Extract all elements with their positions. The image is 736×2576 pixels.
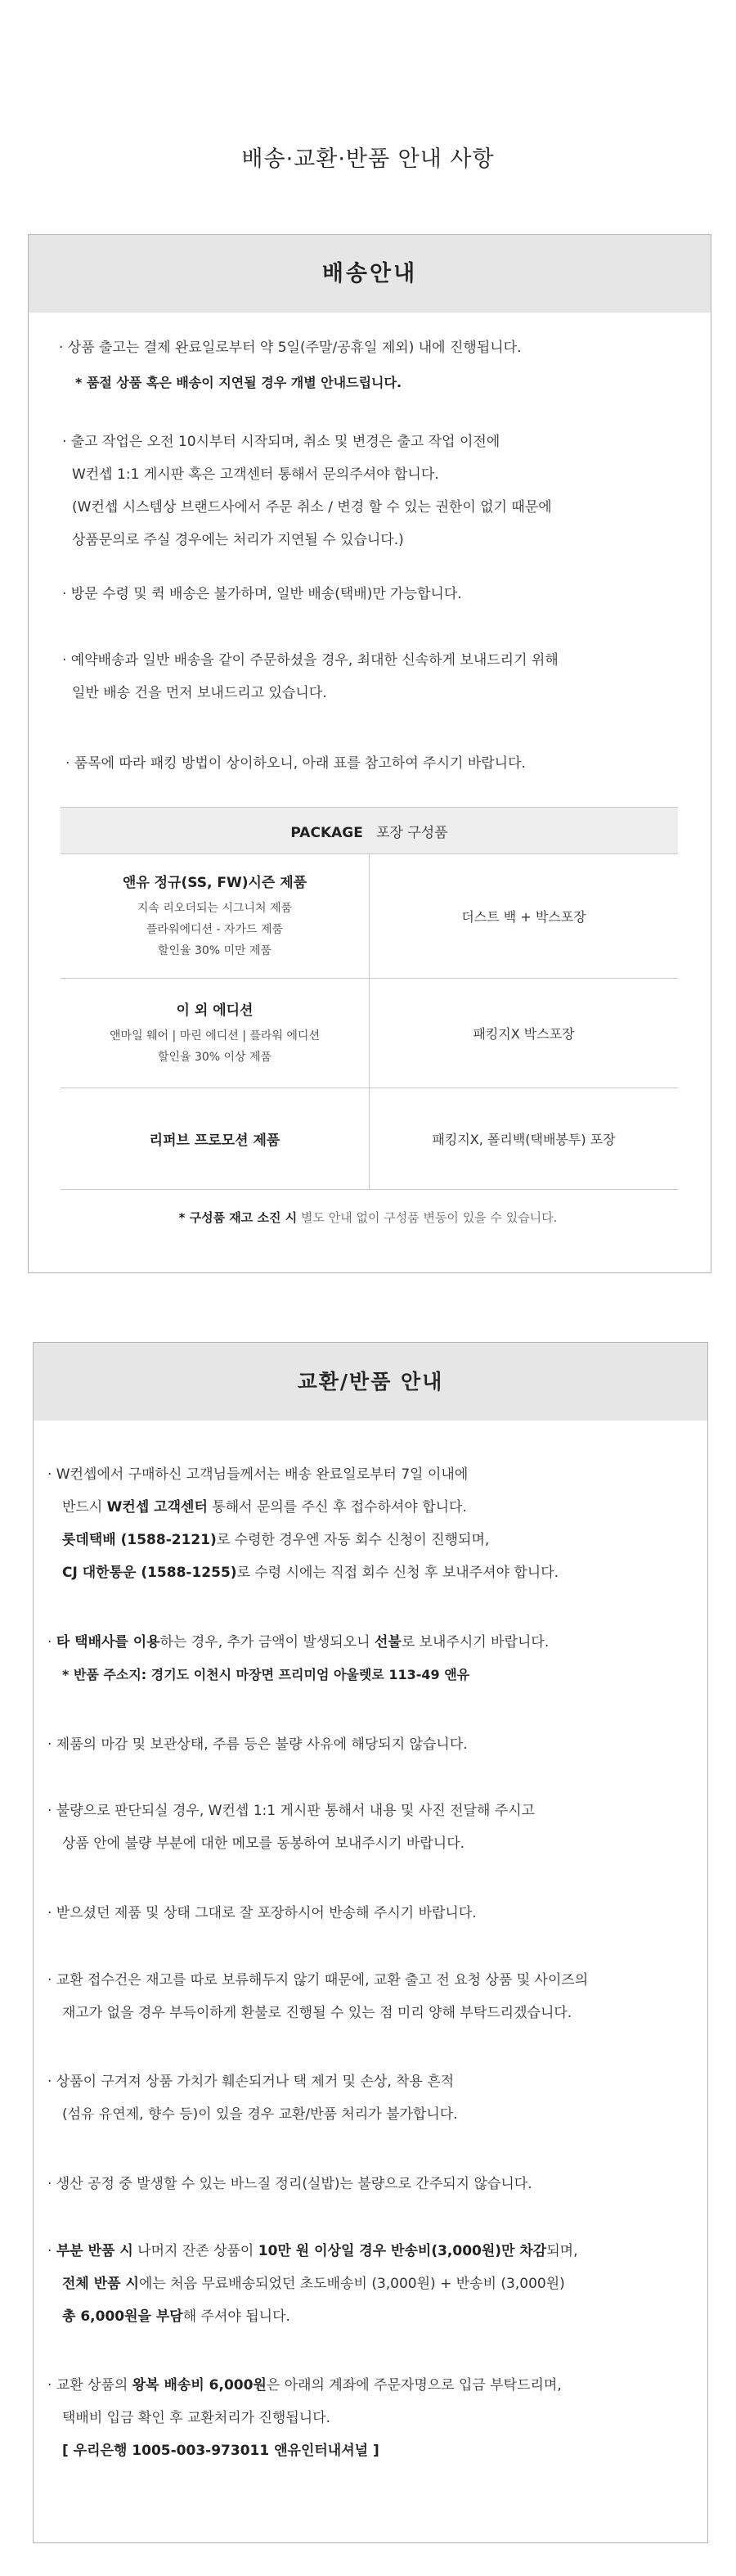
- header-ko: 포장 구성품: [376, 824, 448, 841]
- category-desc: 지속 리오더되는 시그니처 제품: [137, 902, 293, 915]
- text-line: [47, 2268, 577, 2300]
- text-segment: 해 주셔야 됩니다.: [182, 2308, 290, 2325]
- text-line: · 출고 작업은 오전 10시부터 시작되며, 취소 및 변경은 출고 작업 이전에: [62, 434, 500, 450]
- shipping-item-reserve: [62, 644, 559, 709]
- text-line: [47, 2235, 577, 2268]
- packing-cell: 패킹지X, 폴리백(택배봉투) 포장: [370, 1088, 679, 1190]
- package-note-bold: * 구성품 재고 소진 시: [178, 1210, 298, 1225]
- text-line: · 예약배송과 일반 배송을 같이 주문하셨을 경우, 최대한 신속하게 보내드리기 위해: [62, 652, 559, 669]
- text-line: [47, 1556, 559, 1589]
- text-line: (W컨셉 시스템상 브랜드사에서 주문 취소 / 변경 할 수 있는 권한이 없기 때문에: [72, 499, 552, 516]
- category-cell: [61, 854, 370, 979]
- text-segment: ·: [47, 2243, 56, 2259]
- text-segment: 에는 처음 무료배송되었던 초도배송비 (3,000원) + 반송비 (3,000원): [138, 2276, 565, 2292]
- text-line: · 방문 수령 및 퀵 배송은 불가하며, 일반 배송(택배)만 가능합니다.: [62, 586, 462, 602]
- text-bold: 10만 원 이상일 경우 반송비(3,000원)만 차감: [258, 2243, 547, 2259]
- return-address: * 반품 주소지: 경기도 이천시 마장면 프리미엄 아울렛로 113-49 앤유: [62, 1667, 470, 1682]
- text-segment: · 교환 상품의: [47, 2377, 132, 2394]
- packing-cell: 패킹지X 박스포장: [370, 979, 679, 1088]
- text-segment: 하는 경우, 추가 금액이 발생되오니: [159, 1634, 375, 1651]
- text-bold: W컨셉 고객센터: [106, 1499, 208, 1515]
- packing-cell: 더스트 백 + 박스포장: [370, 854, 679, 979]
- returns-item-exchange-fee: [47, 2369, 562, 2467]
- shipping-item-release: [59, 331, 522, 364]
- returns-item-stock: [47, 1964, 588, 2029]
- category-desc: 앤마일 웨어 | 마린 에디션 | 플라워 에디션: [110, 1029, 320, 1043]
- text-segment: 나머지 잔존 상품이: [132, 2243, 258, 2259]
- text-bold: 타 택배사를 이용: [56, 1634, 160, 1651]
- category-cell: [61, 979, 370, 1088]
- text-bold: 롯데택배 (1588-2121): [62, 1532, 217, 1548]
- shipping-item-cancel: [62, 426, 552, 556]
- text-segment: 통해서 문의를 주신 후 접수하셔야 합니다.: [207, 1499, 467, 1515]
- category-title: 이 외 에디션: [176, 1002, 254, 1019]
- returns-item-finish: [47, 1728, 468, 1761]
- returns-item-defect: [47, 1795, 535, 1860]
- text-bold: 총 6,000원을 부담: [62, 2308, 183, 2325]
- text-bold: CJ 대한통운 (1588-1255): [62, 1565, 237, 1581]
- text-line: · 생산 공정 중 발생할 수 있는 바느질 정리(실밥)는 불량으로 간주되지 않습니다.: [47, 2176, 532, 2192]
- text-line: 택배비 입금 확인 후 교환처리가 진행됩니다.: [62, 2410, 331, 2426]
- text-line: · 받으셨던 제품 및 상태 그대로 잘 포장하시어 반송해 주시기 바랍니다.: [47, 1905, 477, 1921]
- returns-item-package: [47, 1897, 477, 1930]
- text-segment: ·: [47, 1634, 56, 1651]
- returns-item-thread: [47, 2168, 532, 2200]
- text-line: · 상품 출고는 결제 완료일로부터 약 5일(주말/공휴일 제외) 내에 진행됩니다.: [59, 340, 522, 356]
- header-en: PACKAGE: [290, 824, 363, 841]
- returns-item-fee: [47, 2235, 577, 2333]
- text-line: · W컨셉에서 구매하신 고객님들께서는 배송 완료일로부터 7일 이내에: [47, 1466, 469, 1483]
- category-cell: [61, 1088, 370, 1190]
- category-desc: 할인율 30% 미만 제품: [157, 944, 272, 957]
- text-line: [47, 1524, 559, 1556]
- table-row: [61, 854, 678, 979]
- text-line: · 제품의 마감 및 보관상태, 주름 등은 불량 사유에 해당되지 않습니다.: [47, 1736, 468, 1753]
- text-line: [47, 2369, 562, 2402]
- category-title: 앤유 정규(SS, FW)시즌 제품: [122, 875, 307, 891]
- text-bold: 전체 반품 시: [62, 2276, 139, 2292]
- category-title: 리퍼브 프로모션 제품: [149, 1133, 280, 1149]
- text-segment: 로 수령한 경우엔 자동 회수 신청이 진행되며,: [216, 1532, 490, 1548]
- package-table-heading: [61, 808, 678, 854]
- text-line: 재고가 없을 경우 부득이하게 환불로 진행될 수 있는 점 미리 양해 부탁드리겠습니다.: [62, 2005, 572, 2021]
- text-segment: 로 보내주시기 바랍니다.: [401, 1634, 550, 1651]
- category-desc: 할인율 30% 이상 제품: [157, 1051, 272, 1064]
- table-row: [61, 1088, 678, 1190]
- shipping-item-pickup: [62, 578, 462, 610]
- text-line: 일반 배송 건을 먼저 보내드리고 있습니다.: [72, 685, 327, 701]
- package-note-text: 별도 안내 없이 구성품 변동이 있을 수 있습니다.: [297, 1210, 558, 1225]
- text-line: [47, 2300, 577, 2333]
- page-title: 배송·교환·반품 안내 사항: [241, 146, 495, 172]
- text-segment: 로 수령 시에는 직접 회수 신청 후 보내주셔야 합니다.: [236, 1565, 559, 1581]
- shipping-note-soldout: * 품절 상품 혹은 배송이 지연될 경우 개별 안내드립니다.: [75, 375, 402, 390]
- shipping-header: 배송안내: [29, 235, 711, 313]
- package-note: [0, 1209, 736, 1226]
- package-table-header: [61, 808, 678, 854]
- text-line: · 불량으로 판단되실 경우, W컨셉 1:1 게시판 통해서 내용 및 사진 전달해 주시고: [47, 1803, 536, 1819]
- text-bold: 왕복 배송비 6,000원: [132, 2377, 267, 2394]
- text-line: · 품목에 따라 패킹 방법이 상이하오니, 아래 표를 참고하여 주시기 바랍니다.: [65, 755, 526, 772]
- text-line: (섬유 유연제, 향수 등)이 있을 경우 교환/반품 처리가 불가합니다.: [62, 2106, 458, 2123]
- text-segment: 은 아래의 계좌에 주문자명으로 입금 부탁드리며,: [266, 2377, 562, 2394]
- text-line: · 교환 접수건은 재고를 따로 보류해두지 않기 때문에, 교환 출고 전 요청 상품 및 사이즈의: [47, 1972, 589, 1988]
- returns-item-damage: [47, 2065, 458, 2131]
- returns-item-other-courier: [47, 1626, 549, 1691]
- package-table: [61, 807, 678, 1190]
- text-bold: 선불: [374, 1634, 402, 1651]
- text-line: [47, 1491, 559, 1524]
- bank-account: [ 우리은행 1005-003-973011 앤유인터내셔널 ]: [62, 2443, 379, 2459]
- text-line: [47, 1626, 549, 1659]
- text-segment: 반드시: [62, 1499, 107, 1515]
- category-desc: 플라워에디션 - 자가드 제품: [146, 923, 284, 936]
- shipping-item-packing: [65, 747, 526, 780]
- text-bold: 부분 반품 시: [56, 2243, 133, 2259]
- text-line: · 상품이 구겨져 상품 가치가 훼손되거나 택 제거 및 손상, 착용 흔적: [47, 2074, 455, 2090]
- text-line: 상품문의로 주실 경우에는 처리가 지연될 수 있습니다.): [72, 532, 404, 548]
- text-segment: 되며,: [546, 2243, 578, 2259]
- returns-item-window: [47, 1458, 559, 1589]
- table-row: [61, 979, 678, 1088]
- text-line: W컨셉 1:1 게시판 혹은 고객센터 통해서 문의주셔야 합니다.: [72, 466, 439, 483]
- text-line: 상품 안에 불량 부분에 대한 메모를 동봉하여 보내주시기 바랍니다.: [62, 1835, 465, 1852]
- returns-header: 교환/반품 안내: [34, 1343, 707, 1421]
